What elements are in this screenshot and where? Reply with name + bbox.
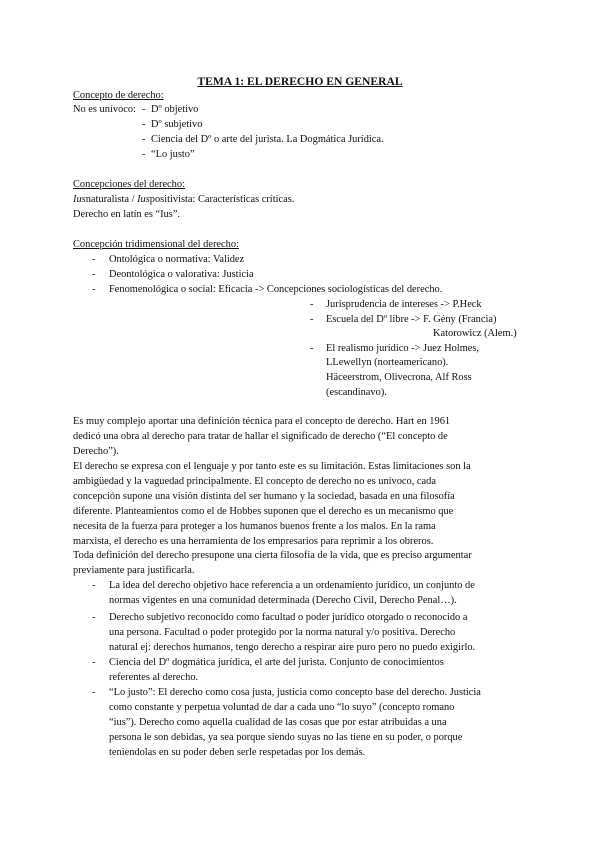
concepto-item: Ciencia del Dº o arte del jurista. La Dogmática Jurídica. — [151, 134, 384, 145]
body-line: concepción supone una visión distinta del ser humano y la sociedad, basada en una filosofía — [73, 491, 455, 502]
final-bullet-line: normas vigentes en una comunidad determinada (Derecho Civil, Derecho Penal…). — [109, 595, 457, 606]
final-bullet-line: persona le son debidas, ya sea porque siendo suyas no las tiene en su poder, o porque — [109, 732, 463, 743]
body-line: El derecho se expresa con el lenguaje y por tanto este es su limitación. Estas limitaciones son la — [73, 461, 471, 472]
body-line: diferente. Planteamientos como el de Hobbes suponen que el derecho es un mecanismo que — [73, 506, 454, 517]
concepto-intro: No es unívoco: — [73, 104, 136, 115]
tridimensional-item: Fenomenológica o social: Eficacia -> Concepciones sociologísticas del derecho. — [109, 284, 443, 295]
final-bullet-line: La idea del derecho objetivo hace referencia a un ordenamiento jurídico, un conjunto de — [109, 580, 475, 591]
bullet-dash: - — [142, 104, 146, 115]
bullet-dash: - — [92, 612, 96, 623]
page-title: TEMA 1: EL DERECHO EN GENERAL — [197, 75, 403, 88]
final-bullet-line: natural ej: derechos humanos, tengo derecho a respirar aire puro pero no puedo exigirlo. — [109, 642, 476, 653]
final-bullet-line: Ciencia del Dº dogmática jurídica, el arte del jurista. Conjunto de conocimientos — [109, 657, 444, 668]
body-line: ambigüedad y la vaguedad principalmente. El concepto de derecho no es unívoco, cada — [73, 476, 436, 487]
tridimensional-item: Deontológica o valorativa: Justicia — [109, 269, 254, 280]
sub-item-continuation: LLewellyn (norteamericano). — [326, 357, 449, 368]
bullet-dash: - — [92, 284, 96, 295]
bullet-dash: - — [92, 254, 96, 265]
sub-item-continuation: (escandinavo). — [326, 387, 387, 398]
concepciones-line-2: Derecho en latín es “Ius”. — [73, 209, 181, 220]
final-bullet-line: “ius”). Derecho como aquella cualidad de las cosas que por estar atribuidas a una — [109, 717, 447, 728]
bullet-dash: - — [92, 687, 96, 698]
sub-item: El realismo jurídico -> Juez Holmes, — [326, 343, 480, 354]
body-line: necesita de la fuerza para proteger a los humanos buenos frente a los malos. En la rama — [73, 521, 436, 532]
body-line: Es muy complejo aportar una definición técnica para el concepto de derecho. Hart en 1961 — [73, 416, 451, 427]
bullet-dash: - — [142, 134, 146, 145]
concepto-heading: Concepto de derecho: — [73, 90, 164, 101]
bullet-dash: - — [310, 299, 314, 310]
final-bullet-line: teniendolas en su poder deben serle respetadas por los demás. — [109, 747, 366, 758]
concepciones-text: positivista: Características críticas. — [149, 194, 295, 205]
bullet-dash: - — [310, 314, 314, 325]
concepciones-text: naturalista / — [85, 194, 138, 205]
tridimensional-heading: Concepción tridimensional del derecho: — [73, 239, 239, 250]
bullet-dash: - — [92, 657, 96, 668]
bullet-dash: - — [142, 119, 146, 130]
body-line: Toda definición del derecho presupone una cierta filosofía de la vida, que es preciso argumentar — [73, 550, 472, 561]
ius-italic: Ius — [137, 194, 150, 205]
tridimensional-item: Ontológica o normativa: Validez — [109, 254, 245, 265]
bullet-dash: - — [142, 149, 146, 160]
body-line: marxista, el derecho es una herramienta de los empresarios para reprimir a los obreros. — [73, 536, 434, 547]
sub-item: Escuela del Dº libre -> F. Gény (Francia) — [326, 314, 497, 325]
ius-italic: Ius — [73, 194, 86, 205]
final-bullet-line: Derecho subjetivo reconocido como facultad o poder jurídico otorgado o reconocido a — [109, 612, 468, 623]
concepto-item: Dº subjetivo — [151, 119, 203, 130]
concepciones-line-1 — [73, 193, 294, 207]
bullet-dash: - — [310, 343, 314, 354]
concepto-item: “Lo justo” — [151, 149, 195, 160]
body-line: dedicó una obra al derecho para tratar de hallar el significado de derecho (“El concepto de — [73, 431, 448, 442]
concepto-item: Dº objetivo — [151, 104, 199, 115]
bullet-dash: - — [92, 269, 96, 280]
sub-item: Jurisprudencia de intereses -> P.Heck — [326, 299, 482, 310]
final-bullet-line: “Lo justo”: El derecho como cosa justa, justicia como concepto base del derecho. Justicia — [109, 687, 481, 698]
sub-item-continuation: Katorowicz (Alem.) — [433, 328, 517, 339]
final-bullet-line: una persona. Facultad o poder protegido por la norma natural y/o positiva. Derecho — [109, 627, 456, 638]
sub-item-continuation: Häceerstrom, Olivecrona, Alf Ross — [326, 372, 472, 383]
final-bullet-line: como constante y perpetua voluntad de dar a cada uno “lo suyo” (concepto romano — [109, 702, 455, 713]
concepciones-heading: Concepciones del derecho: — [73, 179, 185, 190]
final-bullet-line: referentes al derecho. — [109, 672, 199, 683]
body-line: previamente para justificarla. — [73, 565, 195, 576]
bullet-dash: - — [92, 580, 96, 591]
body-line: Derecho”). — [73, 446, 119, 457]
